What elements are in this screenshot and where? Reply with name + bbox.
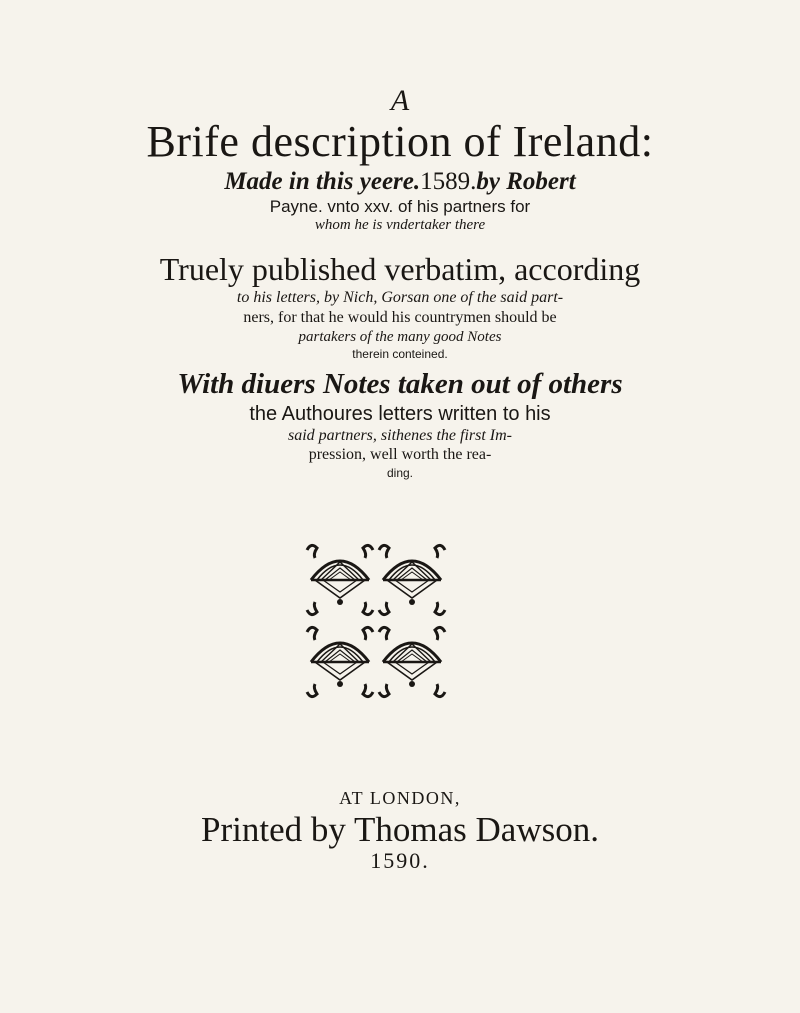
payne-line: Payne. vnto xxv. of his partners for bbox=[269, 197, 531, 216]
printers-ornament-icon bbox=[305, 540, 447, 700]
therein-line: therein conteined. bbox=[352, 347, 448, 361]
ners-line: ners, for that he would his countrymen should be bbox=[243, 309, 557, 326]
partakers-line: partakers of the many good Notes bbox=[298, 329, 502, 345]
whom-line: whom he is vndertaker there bbox=[314, 217, 486, 233]
made-year-text: 1589. bbox=[420, 168, 477, 195]
ding-line: ding. bbox=[386, 466, 414, 480]
truely-published-line: Truely published verbatim, according bbox=[159, 251, 641, 287]
made-line bbox=[0, 168, 800, 196]
imprint-year: 1590. bbox=[370, 848, 430, 873]
with-diuers-notes-line: With diuers Notes taken out of others bbox=[177, 368, 623, 400]
made-italic-text: Made in this yeere. bbox=[224, 168, 421, 195]
main-title: Brife description of Ireland: bbox=[146, 117, 654, 166]
printed-by-line: Printed by Thomas Dawson. bbox=[201, 810, 599, 849]
said-partners-line: said partners, sithenes the first Im- bbox=[288, 427, 512, 444]
title-letter-a: A bbox=[390, 84, 410, 117]
made-by-text: by Robert bbox=[476, 168, 576, 195]
authoures-line: the Authoures letters written to his bbox=[249, 403, 551, 425]
pression-line: pression, well worth the rea- bbox=[308, 446, 492, 463]
at-london-line: AT LONDON, bbox=[339, 788, 461, 808]
to-his-letters-line: to his letters, by Nich, Gorsan one of the said part- bbox=[236, 289, 564, 306]
